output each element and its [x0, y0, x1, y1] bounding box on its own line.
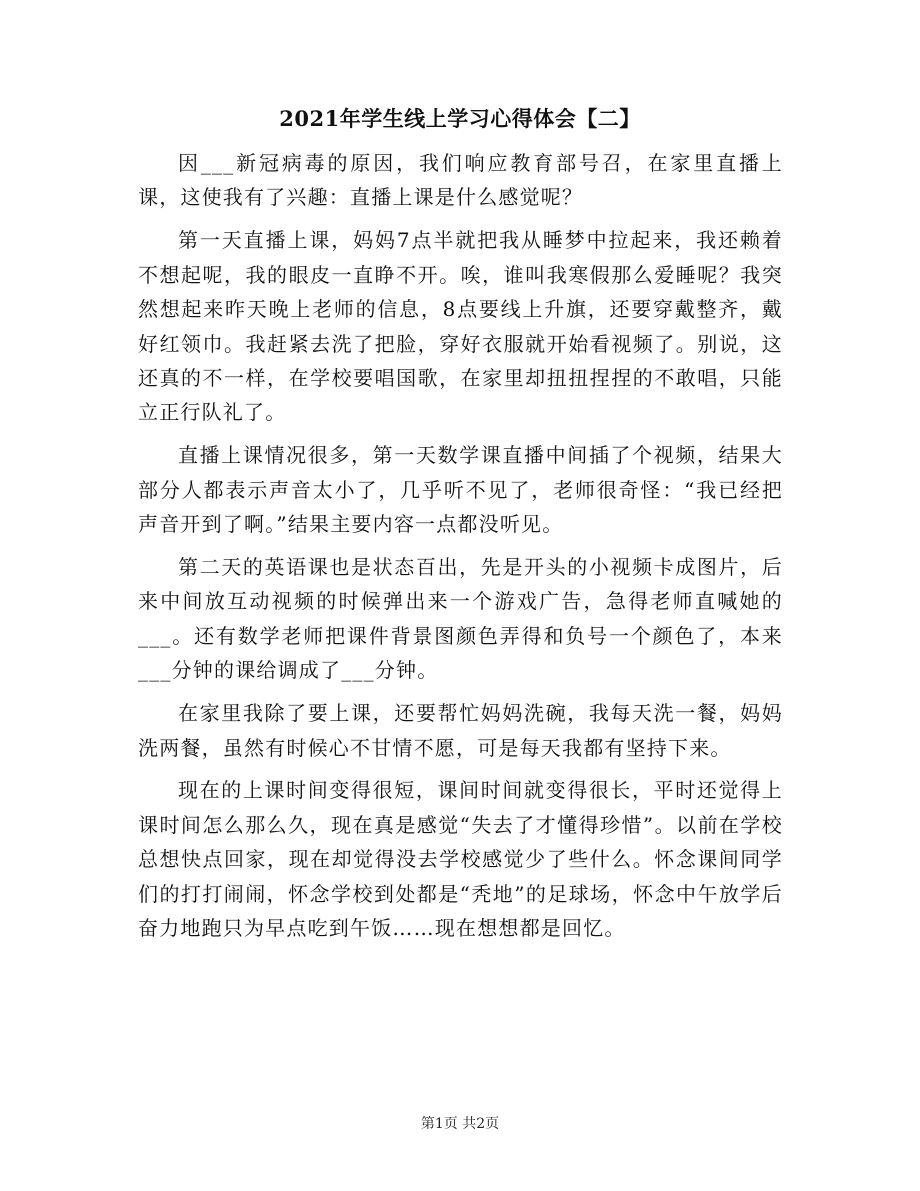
paragraph-2: 第一天直播上课，妈妈7点半就把我从睡梦中拉起来，我还赖着不想起呢，我的眼皮一直睁不开。唉，谁叫我寒假那么爱睡呢？我突然想起来昨天晚上老师的信息，8点要线上升旗，还要穿戴整齐，戴好红领巾。我赶紧去洗了把脸，穿好衣服就开始看视频了。别说，这还真的不一样，在学校要唱国歌，在家里却扭扭捏捏的不敢唱，只能立正行队礼了。: [138, 228, 783, 425]
document-body: [138, 146, 783, 954]
document-title: 2021年学生线上学习心得体会【二】: [279, 106, 641, 131]
paragraph-4: 第二天的英语课也是状态百出，先是开头的小视频卡成图片，后来中间放互动视频的时候弹出来一个游戏广告，急得老师直喊她的___。还有数学老师把课件背景图颜色弄得和负号一个颜色了，本来___分钟的课给调成了___分钟。: [138, 554, 783, 683]
paragraph-1: 因___新冠病毒的原因，我们响应教育部号召，在家里直播上课，这使我有了兴趣：直播上课是什么感觉呢？: [138, 151, 783, 210]
paragraph-5: 在家里我除了要上课，还要帮忙妈妈洗碗，我每天洗一餐，妈妈洗两餐，虽然有时候心不甘情不愿，可是每天我都有坚持下来。: [138, 701, 783, 760]
paragraph-6: 现在的上课时间变得很短，课间时间就变得很长，平时还觉得上课时间怎么那么久，现在真是感觉“失去了才懂得珍惜”。以前在学校总想快点回家，现在却觉得没去学校感觉少了些什么。怀念课间同学们的打打闹闹，怀念学校到处都是“秃地”的足球场，怀念中午放学后奋力地跑只为早点吃到午饭……现在想想都是回忆。: [138, 778, 783, 941]
page-footer: 第1页 共2页: [420, 1116, 500, 1132]
paragraph-3: 直播上课情况很多，第一天数学课直播中间插了个视频，结果大部分人都表示声音太小了，几乎听不见了，老师很奇怪：“我已经把声音开到了啊。”结果主要内容一点都没听见。: [138, 443, 783, 537]
